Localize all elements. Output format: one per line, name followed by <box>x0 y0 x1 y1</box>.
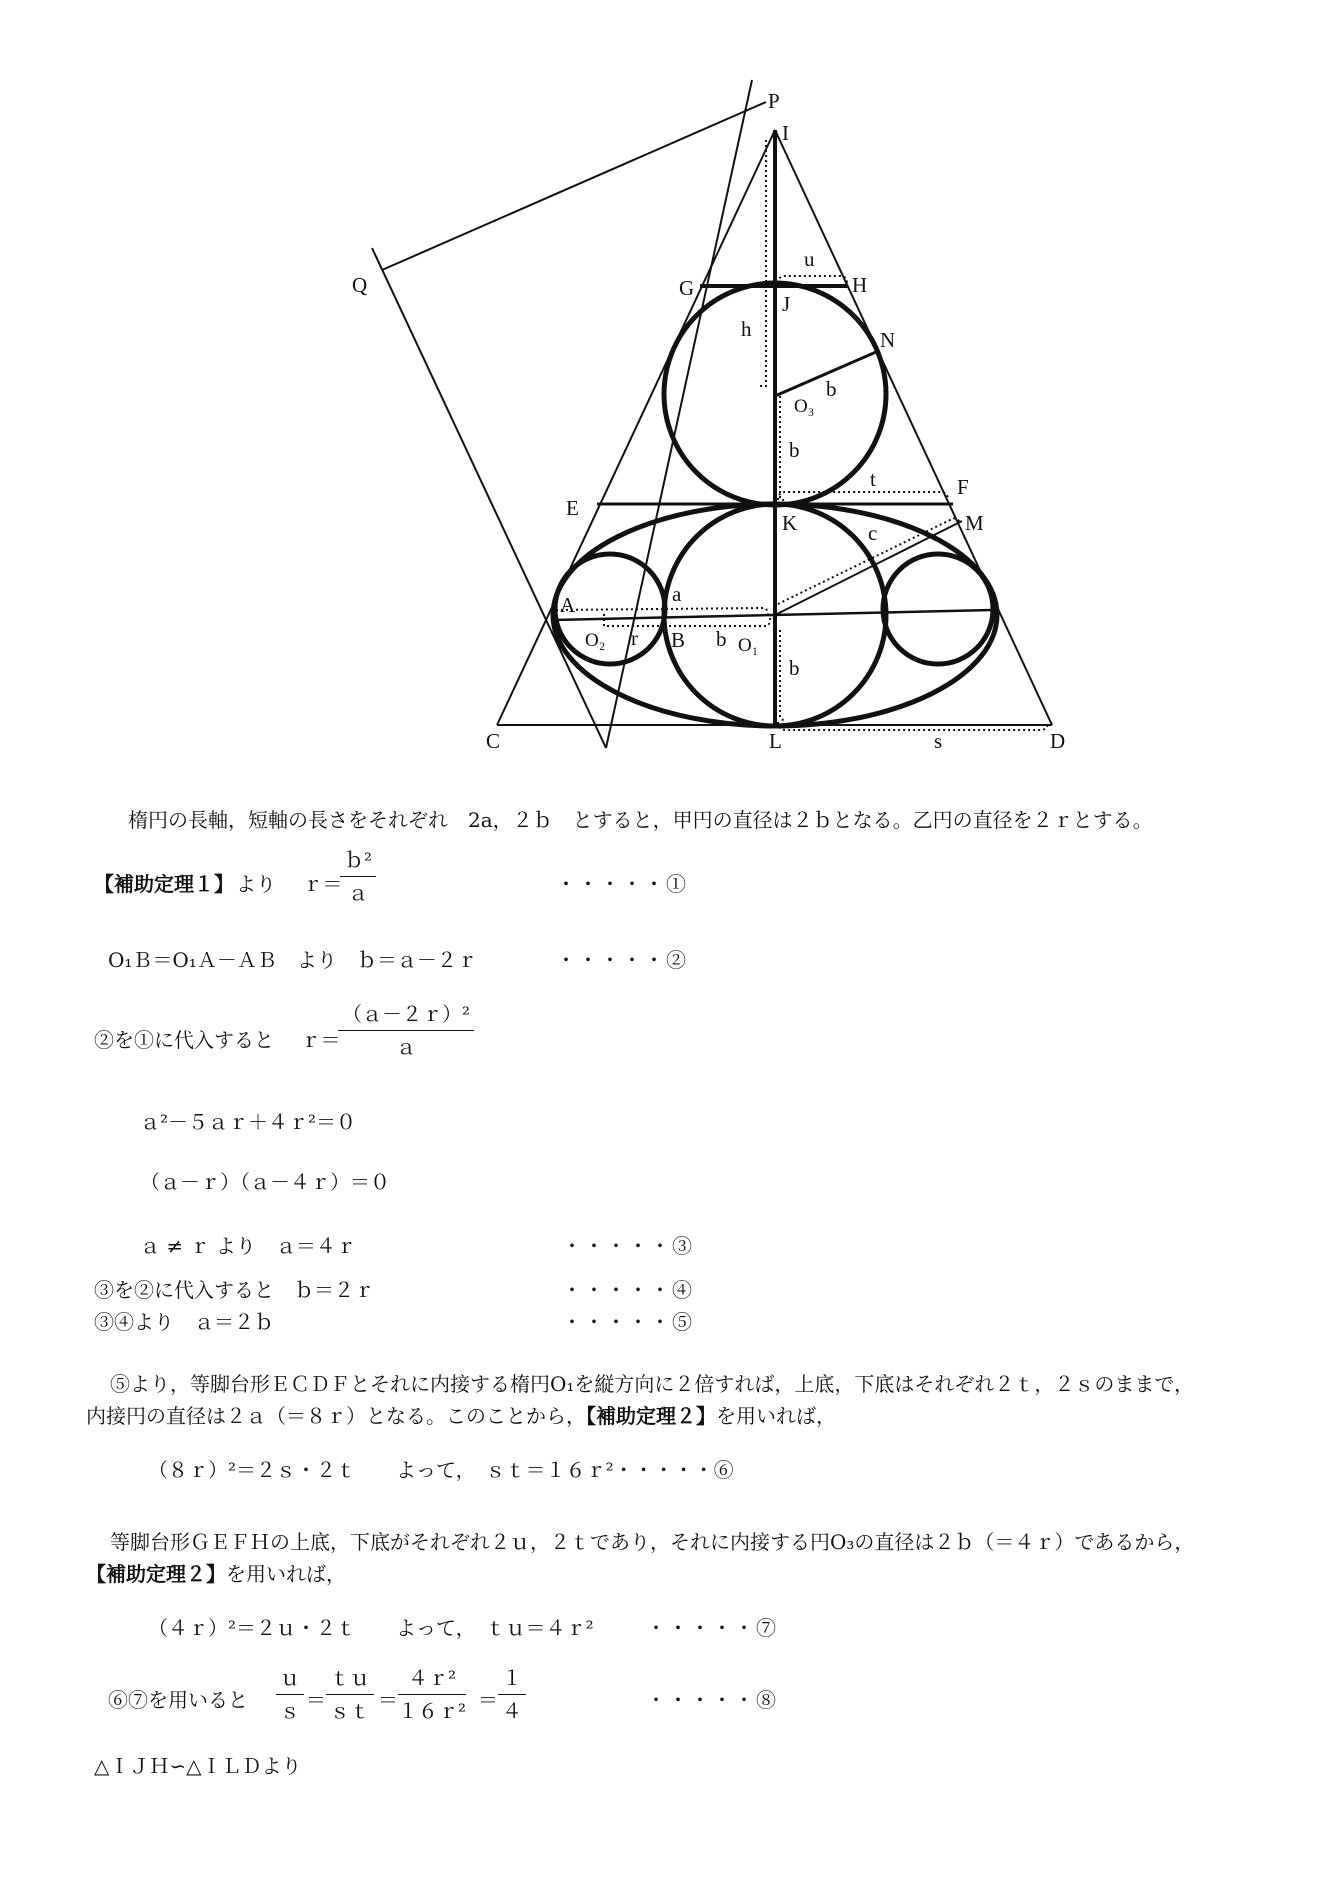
eq-sign-3: ＝ <box>478 1688 498 1712</box>
geometry-diagram <box>0 0 1320 780</box>
label-B: B <box>671 628 686 652</box>
label-O2: O₂ <box>585 630 606 651</box>
label-D: D <box>1050 729 1066 753</box>
label-O1: O₁ <box>738 635 759 656</box>
line-PQ <box>382 102 766 270</box>
para3-line2-end: を用いれば， <box>226 1562 346 1586</box>
para3-line1: 等脚台形ＧＥＦＨの上底，下底がそれぞれ２ｕ，２ｔであり，それに内接する円O₃の直径は２ｂ（＝４ｒ）であるから， <box>110 1530 1195 1554</box>
circle-right <box>883 554 993 664</box>
label-Q: Q <box>352 273 368 297</box>
label-H: H <box>852 273 868 297</box>
marker-2: ・・・・・② <box>556 948 688 972</box>
label-J: J <box>782 292 791 316</box>
dotted-b-lower <box>664 618 770 626</box>
triangle-side-ID <box>775 130 1052 725</box>
label-C: C <box>486 729 501 753</box>
marker-5: ・・・・・⑤ <box>562 1310 694 1334</box>
label-F: F <box>957 475 969 499</box>
lemma2-label-a: 【補助定理２】 <box>586 1404 716 1428</box>
eq1-fraction <box>340 850 376 903</box>
label-s: s <box>934 729 943 753</box>
label-c: c <box>868 521 878 545</box>
eq3-fraction <box>338 1004 474 1057</box>
eq6: ａ ≠ ｒ より ａ＝４ｒ <box>140 1234 356 1258</box>
label-P: P <box>768 89 780 113</box>
major-axis <box>553 610 992 620</box>
para3-line2 <box>86 1564 346 1584</box>
f4-numerator: １ <box>498 1668 526 1695</box>
use67-prefix: ⑥⑦を用いると <box>108 1688 248 1712</box>
label-b-lower: b <box>716 627 727 651</box>
marker-3: ・・・・・③ <box>562 1234 694 1258</box>
last-line: △ＩＪＨ∽△ＩＬＤより <box>94 1754 302 1778</box>
lemma2-label-b: 【補助定理２】 <box>86 1562 226 1586</box>
marker-1: ・・・・・① <box>556 872 688 896</box>
f3-denominator: １６ｒ² <box>398 1699 467 1723</box>
para2-line2 <box>86 1406 836 1426</box>
f1-numerator: ｕ <box>276 1668 304 1695</box>
lemma1-label: 【補助定理１】 <box>94 872 234 896</box>
f4-denominator: ４ <box>502 1699 522 1723</box>
eq10: （４ｒ）²＝２ｕ・２ｔ よって， ｔｕ＝４ｒ² <box>148 1616 594 1640</box>
eq9: （８ｒ）²＝２ｓ・２ｔ よって， ｓｔ＝１６ｒ²・・・・・⑥ <box>148 1458 734 1482</box>
label-K: K <box>782 511 798 535</box>
label-r: r <box>631 626 638 650</box>
label-b-upper: b <box>789 438 800 462</box>
label-O3: O₃ <box>794 396 815 417</box>
eq-sign-2: ＝ <box>378 1688 398 1712</box>
eq1-denominator: ａ <box>348 881 369 905</box>
substitution-prefix: ②を①に代入すると ｒ＝ <box>94 1028 341 1052</box>
label-h: h <box>741 317 752 341</box>
dotted-h <box>760 140 766 386</box>
eq7: ③を②に代入すると ｂ＝２ｒ <box>94 1278 374 1302</box>
label-N: N <box>880 328 896 352</box>
f3-numerator: ４ｒ² <box>398 1668 466 1695</box>
para2-line2-text: 内接円の直径は２ａ（＝８ｒ）となる。このことから， <box>86 1404 586 1428</box>
label-a: a <box>672 582 682 606</box>
label-b-mid: b <box>826 377 837 401</box>
eq1-prefix: より ｒ＝ <box>236 872 343 896</box>
label-u: u <box>804 247 815 271</box>
label-b-bottom: b <box>789 656 800 680</box>
eq3-numerator: （ａ－２ｒ）² <box>338 1004 474 1031</box>
label-M: M <box>965 511 984 535</box>
eq-sign-1: ＝ <box>306 1688 326 1712</box>
marker-7: ・・・・・⑦ <box>646 1616 778 1640</box>
marker-4: ・・・・・④ <box>562 1278 694 1302</box>
f2-denominator: ｓｔ <box>330 1699 370 1723</box>
para2-line2-end: を用いれば， <box>716 1404 836 1428</box>
fraction-4r2-16r2 <box>398 1668 466 1721</box>
label-t: t <box>870 467 876 491</box>
para2-line1: ⑤より，等脚台形ＥＣＤＦとそれに内接する楕円O₁を縦方向に２倍すれば，上底，下底はそれぞれ２ｔ，２ｓのままで， <box>110 1372 1195 1396</box>
eq3-denominator: ａ <box>396 1035 417 1059</box>
eq5: （ａ－ｒ）（ａ－４ｒ）＝０ <box>140 1170 390 1194</box>
eq2: O₁Ｂ＝O₁Ａ－ＡＢ より ｂ＝ａ－２ｒ <box>108 948 477 972</box>
marker-8: ・・・・・⑧ <box>646 1688 778 1712</box>
intro-line: 楕円の長軸，短軸の長さをそれぞれ 2a，２ｂ とすると，甲円の直径は２ｂとなる。乙円の直径を２ｒとする。 <box>128 808 1153 832</box>
eq4: ａ²－５ａｒ＋４ｒ²＝０ <box>140 1110 357 1134</box>
f2-numerator: ｔｕ <box>326 1668 374 1695</box>
fraction-tu-st <box>326 1668 374 1721</box>
dotted-b-upper <box>780 396 784 500</box>
dotted-b-bottom <box>780 630 785 720</box>
fraction-1-4 <box>498 1668 526 1721</box>
label-G: G <box>679 276 695 300</box>
fraction-u-s <box>276 1668 304 1721</box>
label-A: A <box>560 593 576 617</box>
label-E: E <box>566 496 579 520</box>
f1-denominator: ｓ <box>280 1699 300 1723</box>
eq8: ③④より ａ＝２ｂ <box>94 1310 274 1334</box>
label-L: L <box>769 729 782 753</box>
eq1-numerator: ｂ² <box>340 850 376 877</box>
label-I: I <box>782 121 789 145</box>
